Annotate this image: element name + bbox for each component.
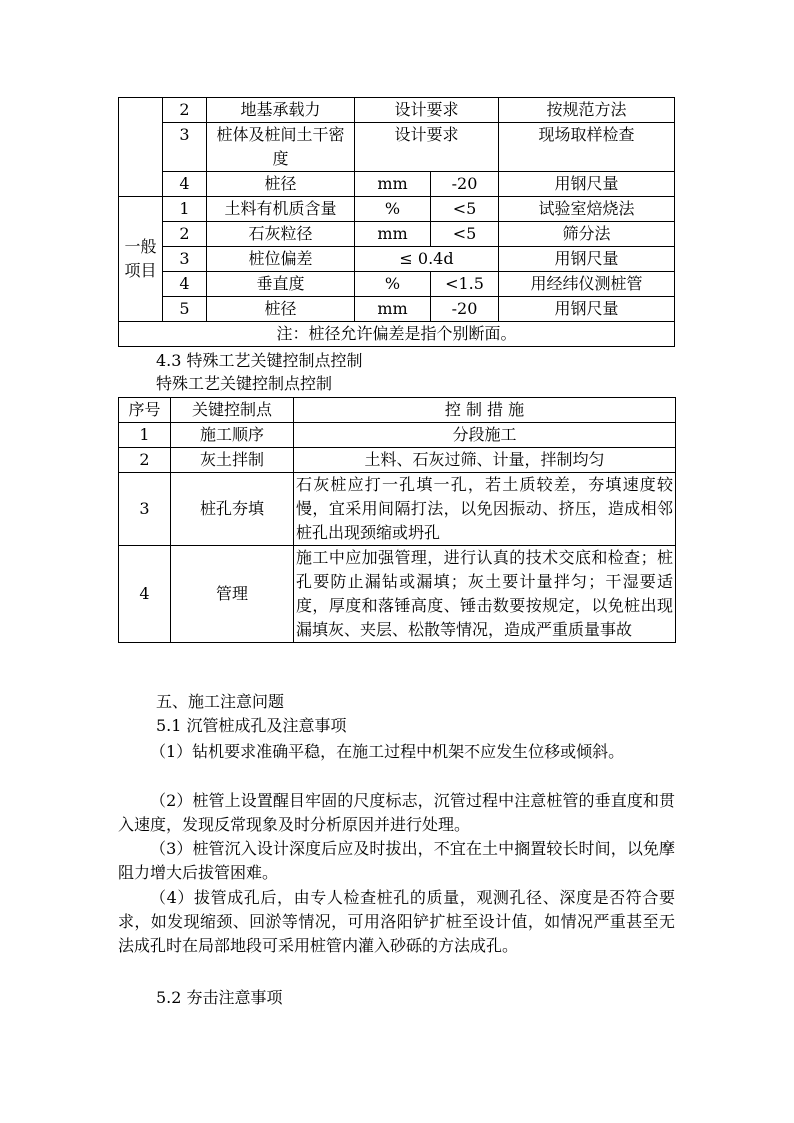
cell-measure: 施工中应加强管理，进行认真的技术交底和检查；桩孔要防止漏钻或漏填；灰土要计量拌匀；干湿要适度，厚度和落锤高度、锤击数要按规定，以免桩出现漏填灰、夹层、松散等情况，造成严重质量事故 bbox=[294, 546, 676, 643]
header-control-point: 关键控制点 bbox=[171, 398, 294, 423]
section-subheading: 特殊工艺关键控制点控制 bbox=[156, 374, 333, 393]
cell-no: 5 bbox=[163, 297, 207, 322]
section-heading-5-2: 5.2 夯击注意事项 bbox=[156, 988, 283, 1007]
cell-unit: mm bbox=[355, 297, 431, 322]
cell-requirement: 设计要求 bbox=[355, 98, 499, 123]
cell-point: 灰土拌制 bbox=[171, 448, 294, 473]
cell-no: 4 bbox=[119, 546, 171, 643]
table-row bbox=[119, 297, 675, 322]
cell-item: 桩径 bbox=[207, 172, 355, 197]
cell-item: 桩径 bbox=[207, 297, 355, 322]
cell-value: -20 bbox=[431, 297, 499, 322]
cell-no: 1 bbox=[163, 197, 207, 222]
cell-no: 2 bbox=[119, 448, 171, 473]
category-cell bbox=[119, 98, 163, 197]
cell-item: 地基承载力 bbox=[207, 98, 355, 123]
section-heading-5-1: 5.1 沉管桩成孔及注意事项 bbox=[156, 716, 347, 735]
control-table bbox=[118, 397, 676, 643]
table-row bbox=[119, 272, 675, 297]
cell-no: 2 bbox=[163, 98, 207, 123]
cell-no: 1 bbox=[119, 423, 171, 448]
cell-method: 用钢尺量 bbox=[499, 297, 675, 322]
cell-requirement: ≤ 0.4d bbox=[355, 247, 499, 272]
cell-value: <5 bbox=[431, 197, 499, 222]
cell-item: 土料有机质含量 bbox=[207, 197, 355, 222]
cell-method: 用经纬仪测桩管 bbox=[499, 272, 675, 297]
cell-measure: 土料、石灰过筛、计量，拌制均匀 bbox=[294, 448, 676, 473]
cell-method: 试验室焙烧法 bbox=[499, 197, 675, 222]
table-row bbox=[119, 222, 675, 247]
cell-method: 用钢尺量 bbox=[499, 172, 675, 197]
general-items-label: 一般项目 bbox=[119, 197, 163, 322]
cell-item: 垂直度 bbox=[207, 272, 355, 297]
cell-no: 2 bbox=[163, 222, 207, 247]
table-note: 注：桩径允许偏差是指个别断面。 bbox=[119, 322, 675, 347]
cell-item: 桩体及桩间土干密度 bbox=[207, 123, 355, 172]
table-row bbox=[119, 172, 675, 197]
cell-item: 石灰粒径 bbox=[207, 222, 355, 247]
cell-method: 现场取样检查 bbox=[499, 123, 675, 172]
cell-point: 桩孔夯填 bbox=[171, 473, 294, 546]
cell-no: 3 bbox=[163, 247, 207, 272]
quality-table bbox=[118, 97, 675, 347]
cell-measure: 石灰桩应打一孔填一孔，若土质较差，夯填速度较慢，宜采用间隔打法，以免因振动、挤压，造成相邻桩孔出现颈缩或坍孔 bbox=[294, 473, 676, 546]
cell-unit: mm bbox=[355, 222, 431, 247]
cell-requirement: 设计要求 bbox=[355, 123, 499, 172]
paragraph-4: （4）拔管成孔后，由专人检查桩孔的质量，观测孔径、深度是否符合要求，如发现缩颈、回淤等情况，可用洛阳铲扩桩至设计值，如情况严重甚至无法成孔时在局部地段可采用桩管内灌入砂砾的方法成孔。 bbox=[118, 888, 675, 955]
table-row bbox=[119, 546, 676, 643]
cell-method: 筛分法 bbox=[499, 222, 675, 247]
table-row bbox=[119, 247, 675, 272]
cell-point: 施工顺序 bbox=[171, 423, 294, 448]
cell-value: <5 bbox=[431, 222, 499, 247]
section-heading-5: 五、施工注意问题 bbox=[156, 692, 285, 711]
cell-method: 按规范方法 bbox=[499, 98, 675, 123]
header-no: 序号 bbox=[119, 398, 171, 423]
header-measure: 控 制 措 施 bbox=[294, 398, 676, 423]
table-header-row bbox=[119, 398, 676, 423]
table-row bbox=[119, 448, 676, 473]
paragraph-1: （1）钻机要求准确平稳，在施工过程中机架不应发生位移或倾斜。 bbox=[150, 742, 625, 761]
cell-no: 4 bbox=[163, 172, 207, 197]
cell-unit: mm bbox=[355, 172, 431, 197]
paragraph-2: （2）桩管上设置醒目牢固的尺度标志，沉管过程中注意桩管的垂直度和贯入速度，发现反常现象及时分析原因并进行处理。 bbox=[118, 791, 675, 834]
cell-unit: % bbox=[355, 272, 431, 297]
cell-value: -20 bbox=[431, 172, 499, 197]
table-row bbox=[119, 98, 675, 123]
cell-no: 4 bbox=[163, 272, 207, 297]
table-row bbox=[119, 197, 675, 222]
cell-measure: 分段施工 bbox=[294, 423, 676, 448]
cell-value: <1.5 bbox=[431, 272, 499, 297]
cell-no: 3 bbox=[119, 473, 171, 546]
cell-point: 管理 bbox=[171, 546, 294, 643]
table-row bbox=[119, 322, 675, 347]
table-row bbox=[119, 423, 676, 448]
cell-unit: % bbox=[355, 197, 431, 222]
cell-method: 用钢尺量 bbox=[499, 247, 675, 272]
cell-no: 3 bbox=[163, 123, 207, 172]
cell-item: 桩位偏差 bbox=[207, 247, 355, 272]
paragraph-3: （3）桩管沉入设计深度后应及时拔出，不宜在土中搁置较长时间，以免摩阻力增大后拔管困难。 bbox=[118, 839, 675, 882]
section-heading-4-3: 4.3 特殊工艺关键控制点控制 bbox=[156, 351, 363, 370]
table-row bbox=[119, 473, 676, 546]
table-row bbox=[119, 123, 675, 172]
